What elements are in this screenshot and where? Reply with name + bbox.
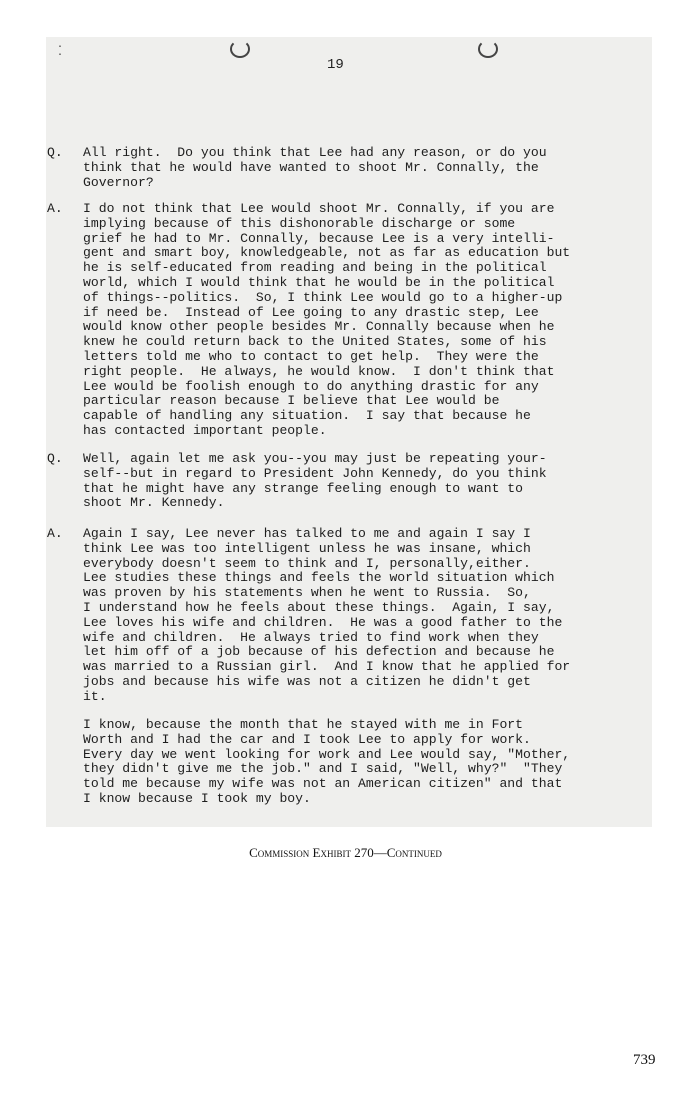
qa-label: A. (47, 526, 63, 541)
punch-hole-left (230, 40, 250, 58)
punch-hole-right (478, 40, 498, 58)
folio-page-number: 739 (633, 1052, 656, 1068)
qa-block-1 (47, 146, 647, 190)
qa-text: Again I say, Lee never has talked to me and again I say I think Lee was too intelligent unless he was insane, which everybody doesn't seem to think and I, personally,either. Lee studies these things and feels the world situation which was proven by his statements when he went to Russia. So, I understand how he feels about these things. Again, I say, Lee loves his wife and children. He was a good father to the wife and children. He always tried to find work when they let him off of a job because of his defection and because he was married to a Russian girl. And I know that he applied for jobs and because his wife was not a citizen he didn't get it. (83, 526, 571, 704)
qa-block-4 (47, 527, 647, 705)
continuation-paragraph: I know, because the month that he stayed with me in Fort Worth and I had the car and I took Lee to apply for work. Every day we went looking for work and Lee would say, "Mother, they didn't give me the job." and I said, "Well, why?" "They told me because my wife was not an American citizen" and that I know because I took my boy. (83, 717, 571, 806)
qa-text: Well, again let me ask you--you may just be repeating your- self--but in regard to President John Kennedy, do you think that he might have any strange feeling enough to want to shoot Mr. Kennedy. (83, 451, 547, 511)
qa-block-2 (47, 202, 647, 439)
typed-page-number: 19 (327, 57, 344, 73)
qa-label: A. (47, 201, 63, 216)
qa-text: I do not think that Lee would shoot Mr. Connally, if you are implying because of this dishonorable discharge or some grief he had to Mr. Connally, because Lee is a very intelli- gent and smart boy, knowledgeable, not as far as education but he is self-educated from reading and being in the political world, which I would think that he would be in the political of things--politics. So, I think Lee would go to a higher-up if need be. Instead of Lee going to any drastic step, Lee would know other people besides Mr. Connally because when he knew he could return back to the United States, some of his letters told me who to contact to get help. They were the right people. He always, he would know. I don't think that Lee would be foolish enough to do anything drastic for any particular reason because I believe that Lee would be capable of handling any situation. I say that because he has contacted important people. (83, 201, 571, 438)
margin-dots: · · (57, 42, 64, 61)
qa-block-3 (47, 452, 647, 511)
qa-label: Q. (47, 451, 63, 466)
qa-text: All right. Do you think that Lee had any reason, or do you think that he would have wanted to shoot Mr. Connally, the Governor? (83, 145, 547, 190)
exhibit-caption: Commission Exhibit 270—Continued (249, 845, 442, 860)
qa-label: Q. (47, 145, 63, 160)
